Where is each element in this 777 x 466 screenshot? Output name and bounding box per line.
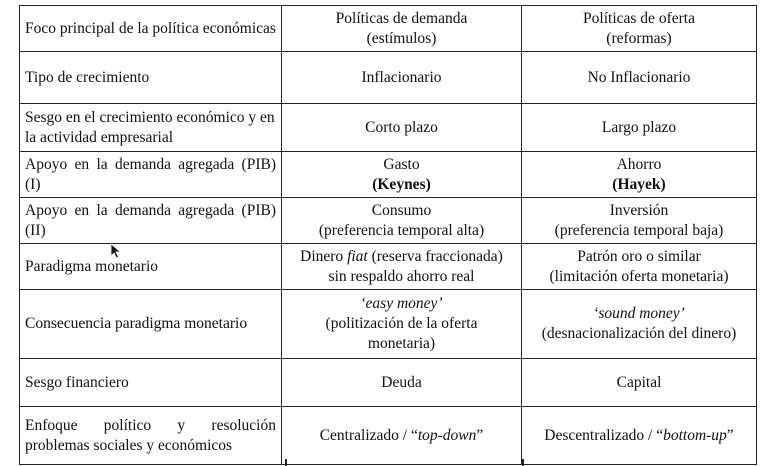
demand-subheading: (estímulos) — [366, 29, 437, 47]
table-row — [20, 52, 757, 104]
row-label: Apoyo en la demanda agregada (PIB) (II) — [20, 198, 282, 244]
supply-author: (Hayek) — [612, 175, 666, 193]
demand-text: Centralizado / “ — [319, 426, 418, 444]
row-label: Sesgo en el crecimiento económico y en la actividad empresarial — [20, 104, 282, 152]
demand-italic: top-down — [417, 426, 477, 444]
demand-value: ‘easy money’ — [360, 295, 443, 312]
row-label: Paradigma monetario — [20, 244, 282, 290]
table-row — [20, 407, 757, 465]
row-label: Foco principal de la política económicas — [20, 6, 282, 52]
supply-detail: (desnacionalización del dinero) — [541, 325, 737, 342]
row-label: Tipo de crecimiento — [20, 52, 282, 104]
supply-text: Descentralizado / “ — [544, 426, 664, 444]
demand-cell — [282, 244, 522, 290]
supply-heading: Políticas de oferta — [583, 9, 695, 27]
demand-cell: Corto plazo — [282, 104, 522, 152]
row-label: Consecuencia paradigma monetario — [20, 290, 282, 359]
demand-author: (Keynes) — [372, 175, 431, 193]
table-edge-mark — [285, 459, 287, 466]
demand-cell — [282, 407, 522, 465]
table-row — [20, 359, 757, 407]
policy-comparison-table — [19, 5, 757, 465]
supply-cell — [522, 198, 757, 244]
demand-text: Dinero — [300, 247, 348, 265]
demand-cell — [282, 290, 522, 359]
supply-cell — [522, 244, 757, 290]
supply-cell — [522, 290, 757, 359]
supply-value: ‘sound money’ — [593, 305, 685, 322]
table-row — [20, 6, 757, 52]
demand-detail: (politización de la oferta monetaria) — [325, 315, 478, 352]
mouse-pointer-icon — [110, 243, 122, 259]
supply-text: ” — [726, 426, 734, 444]
demand-detail: (preferencia temporal alta) — [318, 221, 485, 239]
demand-cell — [282, 198, 522, 244]
supply-value: Ahorro — [616, 155, 662, 173]
supply-italic: bottom-up — [663, 426, 727, 444]
demand-text: ” — [476, 426, 484, 444]
supply-cell: No Inflacionario — [522, 52, 757, 104]
table-edge-mark — [522, 459, 524, 466]
supply-detail: (limitación oferta monetaria) — [549, 267, 729, 285]
demand-cell: Inflacionario — [282, 52, 522, 104]
table-row — [20, 244, 757, 290]
table-row — [20, 104, 757, 152]
supply-cell — [522, 152, 757, 198]
demand-italic: fiat — [347, 247, 368, 265]
demand-value: Consumo — [371, 201, 432, 219]
demand-text: (reserva fraccionada) — [367, 247, 503, 265]
demand-cell: Deuda — [282, 359, 522, 407]
row-label: Sesgo financiero — [20, 359, 282, 407]
demand-value: Gasto — [383, 155, 420, 173]
table-row — [20, 290, 757, 359]
demand-cell — [282, 152, 522, 198]
supply-cell: Largo plazo — [522, 104, 757, 152]
table-row — [20, 152, 757, 198]
supply-cell: Capital — [522, 359, 757, 407]
table-row — [20, 198, 757, 244]
supply-value: Patrón oro o similar — [577, 247, 701, 265]
supply-subheading: (reformas) — [606, 29, 672, 47]
row-label: Apoyo en la demanda agregada (PIB) (I) — [20, 152, 282, 198]
demand-value — [287, 247, 516, 267]
demand-heading: Políticas de demanda — [335, 9, 468, 27]
demand-detail: sin respaldo ahorro real — [328, 267, 475, 285]
demand-cell — [282, 6, 522, 52]
supply-detail: (preferencia temporal baja) — [554, 221, 724, 239]
supply-value: Inversión — [609, 201, 669, 219]
row-label: Enfoque político y resolución problemas sociales y económicos — [20, 407, 282, 465]
supply-cell — [522, 407, 757, 465]
supply-cell — [522, 6, 757, 52]
